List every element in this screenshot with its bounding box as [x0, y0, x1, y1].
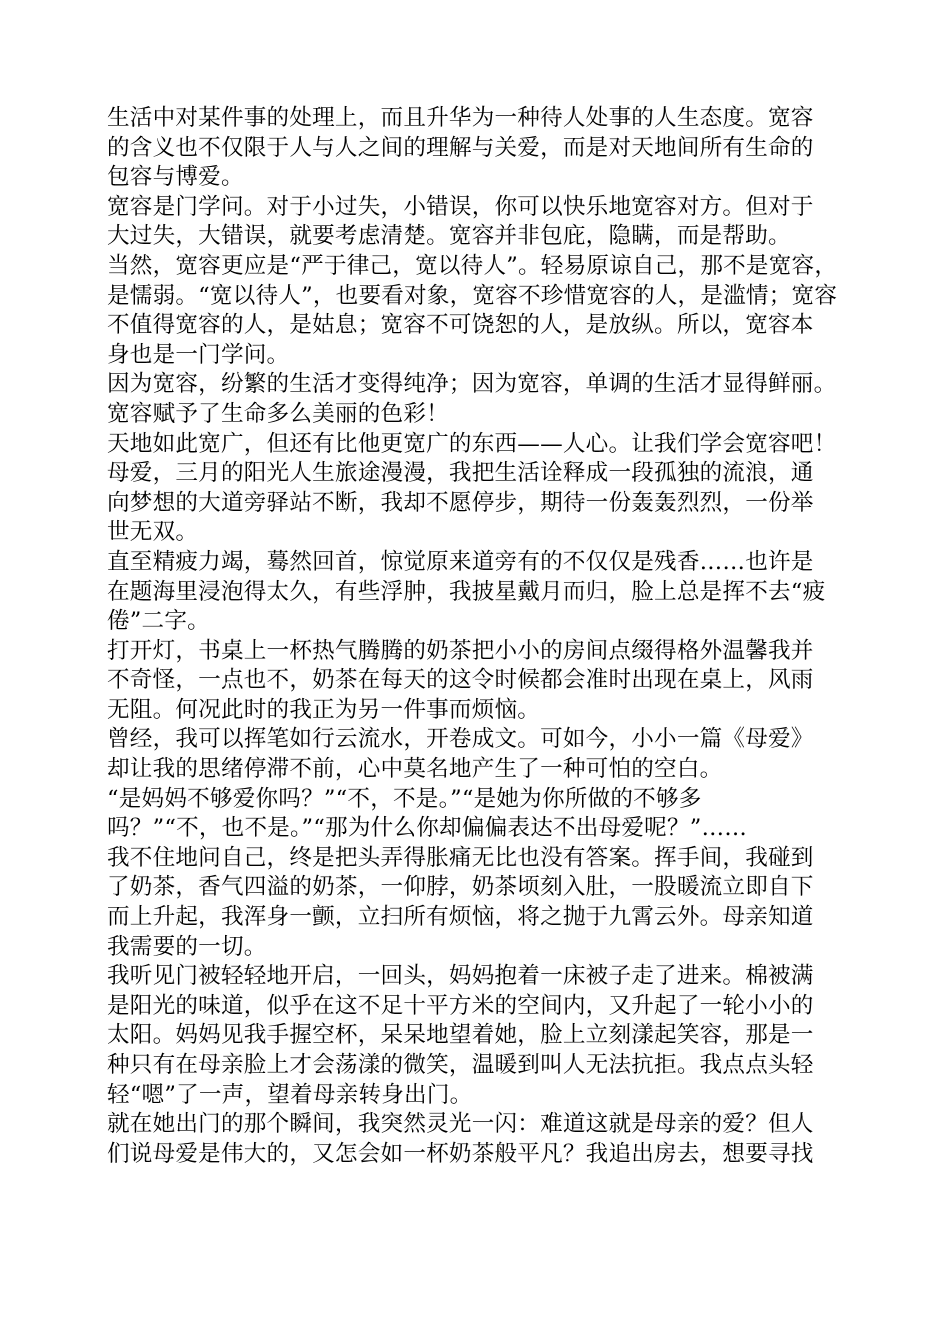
text-line: 倦”二字。: [107, 608, 210, 635]
text-line: 打开灯，书桌上一杯热气腾腾的奶茶把小小的房间点缀得格外温馨我并: [107, 637, 814, 664]
document-text: [107, 104, 847, 1169]
text-line: 我听见门被轻轻地开启，一回头，妈妈抱着一床被子走了进来。棉被满: [107, 963, 814, 990]
text-line: 生活中对某件事的处理上，而且升华为一种待人处事的人生态度。宽容: [107, 105, 814, 131]
text-line: 们说母爱是伟大的，又怎会如一杯奶茶般平凡？我追出房去，想要寻找: [107, 1140, 814, 1167]
text-line: 太阳。妈妈见我手握空杯，呆呆地望着她，脸上立刻漾起笑容，那是一: [107, 1022, 814, 1049]
text-line: 不奇怪，一点也不，奶茶在每天的这令时候都会准时出现在桌上，风雨: [107, 667, 814, 694]
text-line: 种只有在母亲脸上才会荡漾的微笑，温暖到叫人无法抗拒。我点点头轻: [107, 1052, 814, 1078]
text-line: 而上升起，我浑身一颤，立扫所有烦恼，将之抛于九霄云外。母亲知道: [107, 904, 814, 931]
text-line: 大过失，大错误，就要考虑清楚。宽容并非包庇，隐瞒，而是帮助。: [107, 223, 791, 250]
text-line: 直至精疲力竭，蓦然回首，惊觉原来道旁有的不仅仅是残香……也许是: [107, 548, 814, 575]
text-line: 宽容赋予了生命多么美丽的色彩！: [107, 400, 449, 427]
text-line: 是懦弱。“宽以待人”，也要看对象，宽容不珍惜宽容的人，是滥情；宽容: [107, 282, 838, 309]
text-line: 宽容是门学问。对于小过失，小错误，你可以快乐地宽容对方。但对于: [107, 193, 814, 220]
text-line: 不值得宽容的人，是姑息；宽容不可饶恕的人，是放纵。所以，宽容本: [107, 312, 814, 339]
text-line: 母爱，三月的阳光人生旅途漫漫，我把生活诠释成一段孤独的流浪，通: [107, 460, 814, 487]
text-line: 当然，宽容更应是“严于律己，宽以待人”。轻易原谅自己，那不是宽容，: [107, 252, 838, 279]
text-line: 轻“嗯”了一声，望着母亲转身出门。: [107, 1081, 473, 1108]
text-line: 了奶茶，香气四溢的奶茶，一仰脖，奶茶顷刻入肚，一股暖流立即自下: [107, 874, 814, 901]
text-line: 我不住地问自己，终是把头弄得胀痛无比也没有答案。挥手间，我碰到: [107, 844, 814, 871]
text-line: 曾经，我可以挥笔如行云流水，开卷成文。可如今，小小一篇《母爱》: [107, 726, 814, 753]
text-line: 向梦想的大道旁驿站不断，我却不愿停步，期待一份轰轰烈烈，一份举: [107, 489, 814, 516]
text-line: 天地如此宽广，但还有比他更宽广的东西——人心。让我们学会宽容吧！: [107, 430, 837, 457]
text-line: 却让我的思绪停滞不前，心中莫名地产生了一种可怕的空白。: [107, 756, 723, 783]
text-line: 的含义也不仅限于人与人之间的理解与关爱，而是对天地间所有生命的: [107, 134, 814, 161]
text-line: 因为宽容，纷繁的生活才变得纯净；因为宽容，单调的生活才显得鲜丽。: [107, 371, 837, 398]
text-line: 身也是一门学问。: [107, 341, 290, 368]
text-line: “是妈妈不够爱你吗？”“不，不是。”“是她为你所做的不够多: [107, 785, 702, 812]
text-line: 世无双。: [107, 519, 199, 546]
text-line: 在题海里浸泡得太久，有些浮肿，我披星戴月而归，脸上总是挥不去“疲: [107, 578, 826, 605]
text-line: 包容与博爱。: [107, 164, 244, 191]
text-line: 是阳光的味道，似乎在这不足十平方米的空间内，又升起了一轮小小的: [107, 992, 814, 1019]
text-line: 无阻。何况此时的我正为另一件事而烦恼。: [107, 696, 541, 723]
text-line: 吗？”“不，也不是。”“那为什么你却偏偏表达不出母爱呢？”……: [107, 815, 748, 842]
text-line: 我需要的一切。: [107, 933, 267, 960]
text-line: 就在她出门的那个瞬间，我突然灵光一闪：难道这就是母亲的爱？但人: [107, 1111, 814, 1138]
